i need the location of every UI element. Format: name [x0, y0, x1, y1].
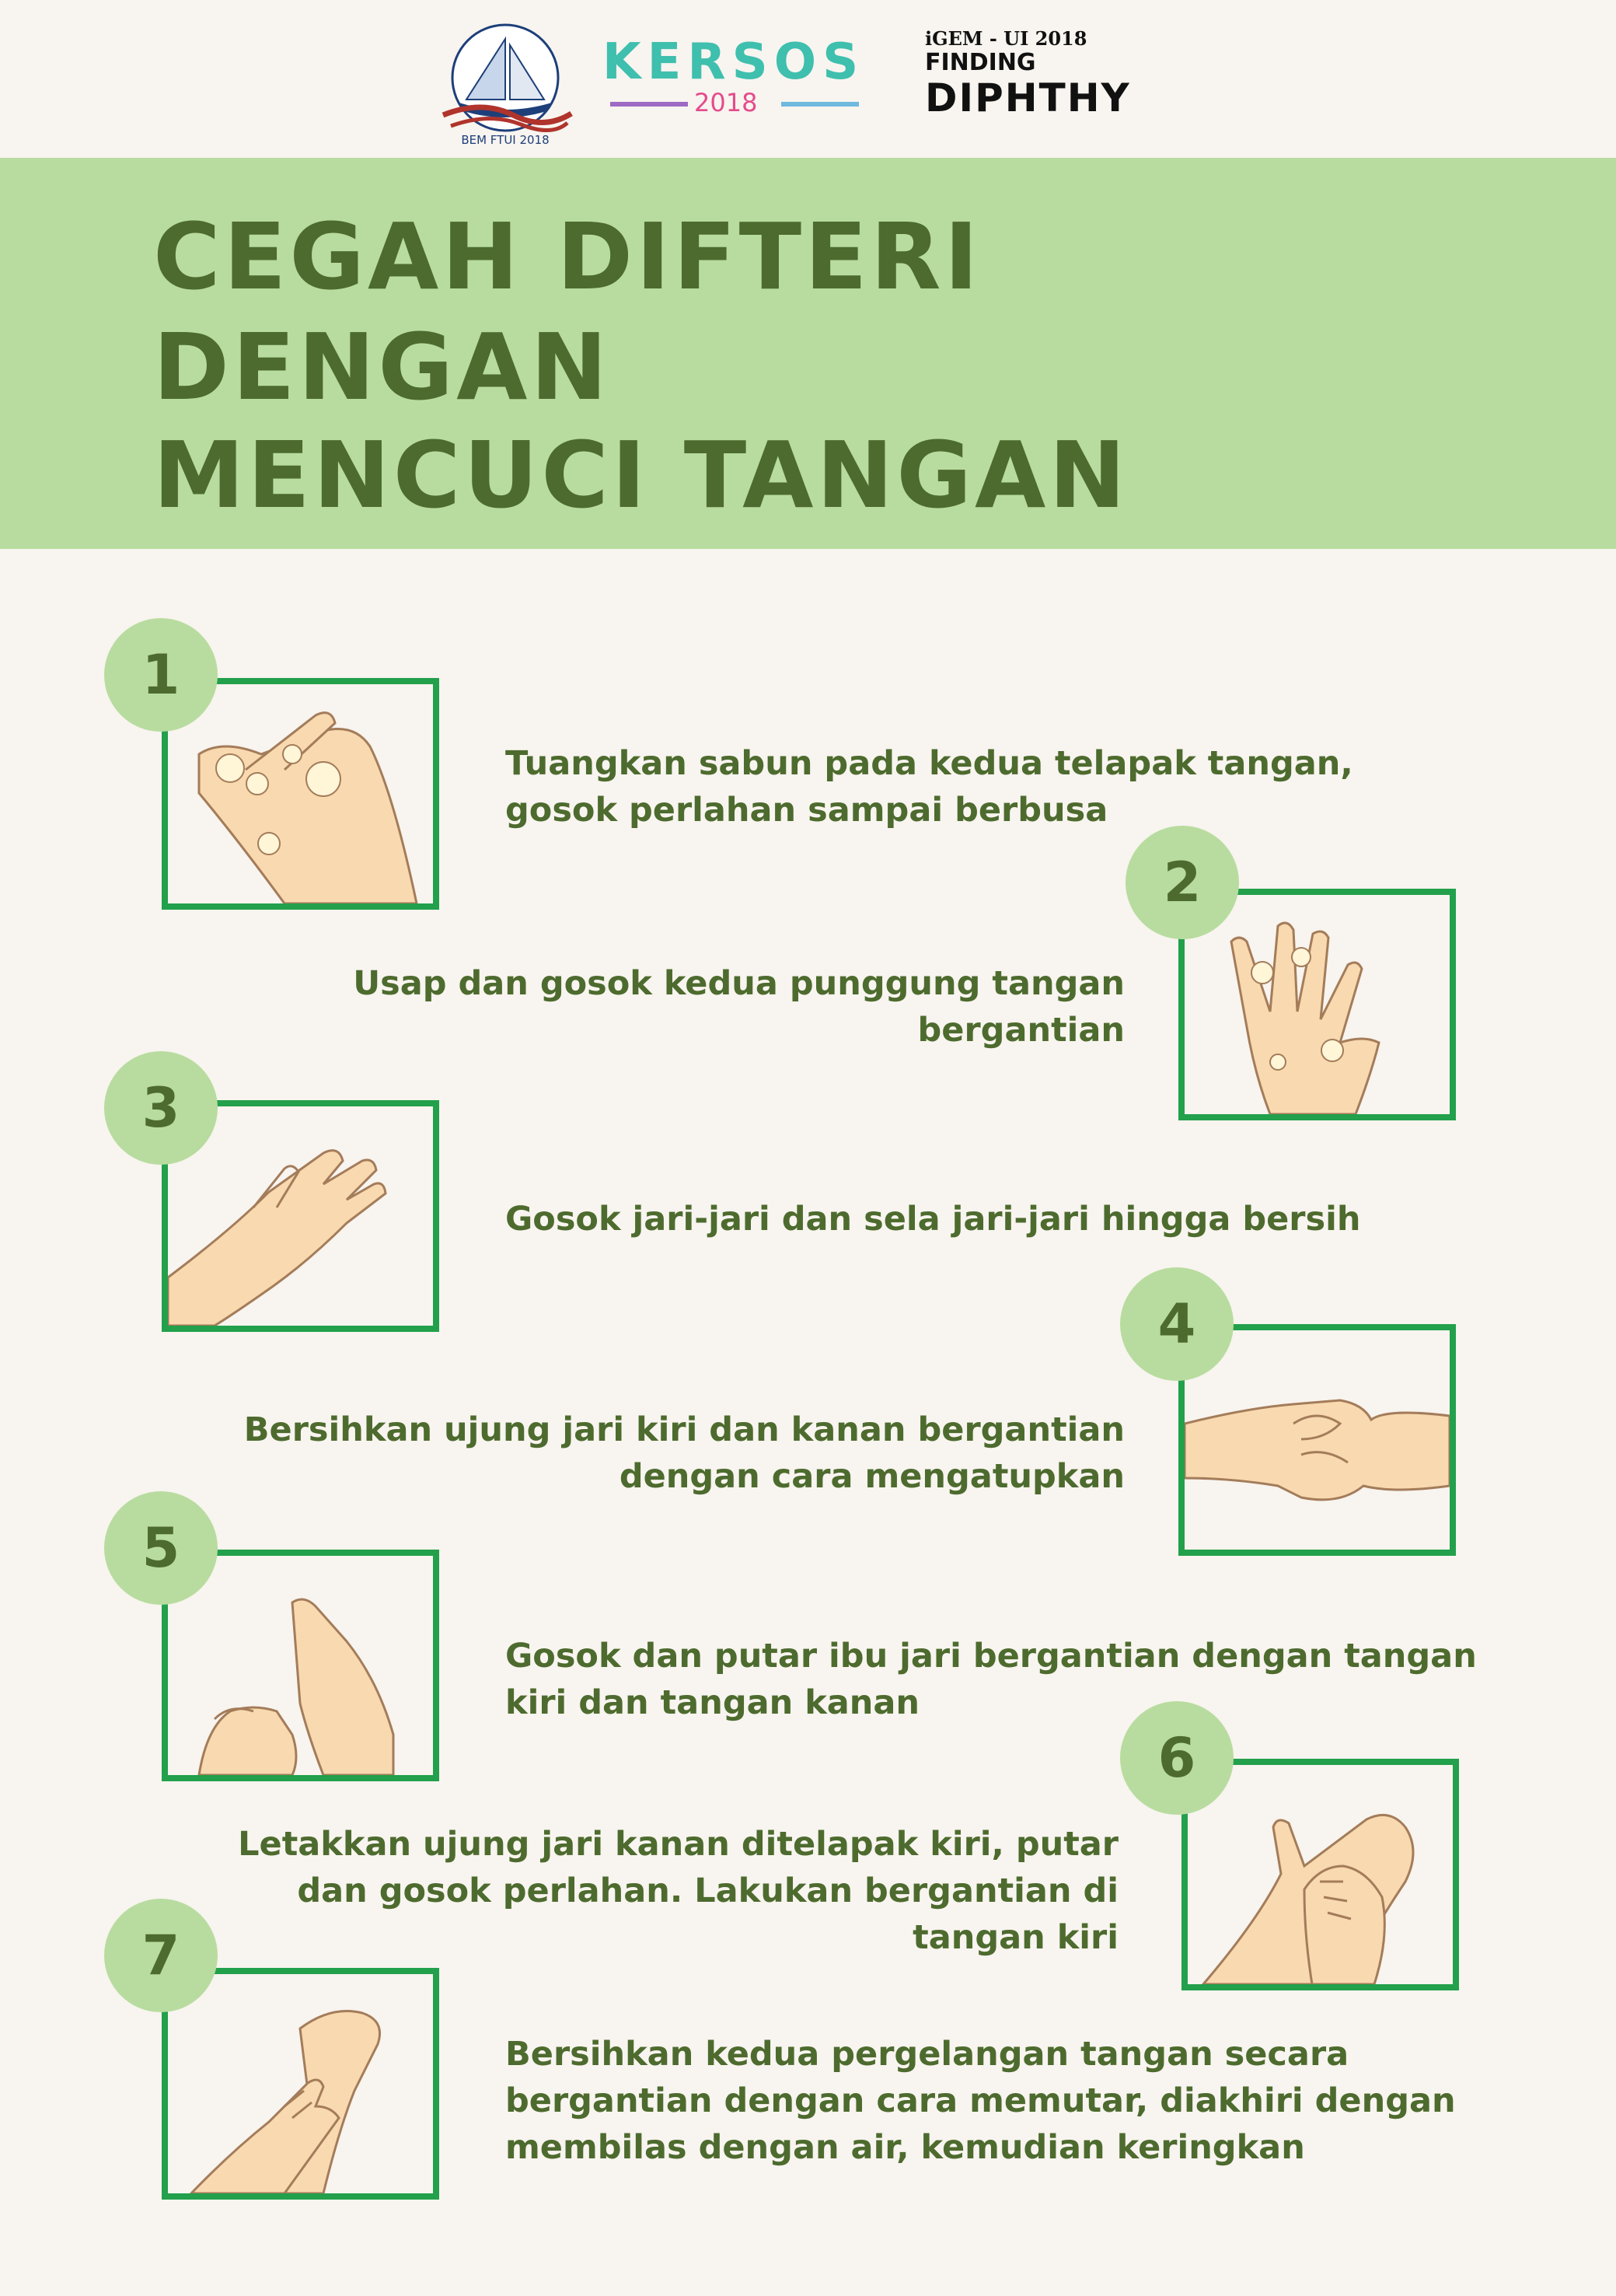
hands-back-rubbing-icon	[1185, 895, 1450, 1114]
hands-wrist-rubbing-icon	[168, 1974, 433, 2193]
step-5-text	[505, 1633, 1477, 1726]
step-1-line-2: gosok perlahan sampai berbusa	[505, 791, 1108, 830]
hands-lathering-soap-icon	[168, 684, 433, 903]
step-7-line-1: Bersihkan kedua pergelangan tangan secara	[505, 2035, 1349, 2074]
step-7-badge: 7	[104, 1899, 218, 2012]
step-5-badge: 5	[104, 1491, 218, 1605]
step-2-line-1: Usap dan gosok kedua punggung tangan	[353, 964, 1125, 1003]
step-3-badge: 3	[104, 1051, 218, 1165]
step-4-line-1: Bersihkan ujung jari kiri dan kanan bergantian	[243, 1410, 1125, 1449]
logo-row	[0, 0, 1616, 156]
title-banner	[0, 158, 1616, 549]
step-2-line-2: bergantian	[917, 1011, 1125, 1050]
step-2-badge: 2	[1126, 826, 1239, 939]
step-7-frame	[162, 1968, 439, 2200]
step-6-line-3: tangan kiri	[913, 1918, 1119, 1957]
step-1-line-1: Tuangkan sabun pada kedua telapak tangan,	[505, 744, 1353, 783]
step-6-text	[238, 1821, 1119, 1961]
step-1-text	[505, 740, 1353, 833]
step-4-line-2: dengan cara mengatupkan	[619, 1457, 1125, 1496]
step-3-text	[505, 1196, 1360, 1242]
hands-fingertips-clasped-icon	[1185, 1330, 1450, 1550]
diphthy-label: DIPHTHY	[925, 75, 1131, 121]
step-7-line-3: membilas dengan air, kemudian keringkan	[505, 2128, 1305, 2167]
step-2-text	[353, 960, 1125, 1054]
step-6-badge: 6	[1120, 1701, 1234, 1815]
bem-ftui-logo	[435, 22, 575, 150]
step-5-line-1: Gosok dan putar ibu jari bergantian dengan tangan	[505, 1637, 1477, 1676]
bem-ftui-label: BEM FTUI 2018	[461, 133, 550, 147]
kersos-logo	[602, 35, 882, 121]
step-1-frame	[162, 678, 439, 910]
step-1-badge: 1	[104, 618, 218, 732]
step-4-text	[244, 1407, 1125, 1500]
title-line-3: MENCUCI TANGAN	[153, 421, 1129, 529]
step-6-frame	[1181, 1759, 1459, 1990]
igem-finding-diphthy-logo	[925, 27, 1181, 128]
kersos-year: 2018	[694, 88, 758, 117]
step-6-line-1: Letakkan ujung jari kanan ditelapak kiri, putar	[238, 1825, 1119, 1864]
step-7-line-2: bergantian dengan cara memutar, diakhiri dengan	[505, 2081, 1456, 2120]
step-7-text	[505, 2031, 1456, 2171]
igem-label: iGEM - UI 2018	[925, 27, 1087, 50]
step-5-line-2: kiri dan tangan kanan	[505, 1683, 920, 1722]
step-4-badge: 4	[1120, 1267, 1234, 1381]
step-6-line-2: dan gosok perlahan. Lakukan bergantian di	[297, 1871, 1119, 1910]
step-3-line-1: Gosok jari-jari dan sela jari-jari hingga bersih	[505, 1200, 1361, 1239]
hands-thumb-rotating-icon	[168, 1556, 433, 1775]
title-line-1: CEGAH DIFTERI	[153, 203, 982, 310]
kersos-wordmark: KERSOS	[602, 33, 865, 91]
title-line-2: DENGAN	[153, 313, 611, 421]
hands-fingertips-on-palm-icon	[1188, 1765, 1453, 1984]
finding-label: FINDING	[925, 49, 1036, 76]
